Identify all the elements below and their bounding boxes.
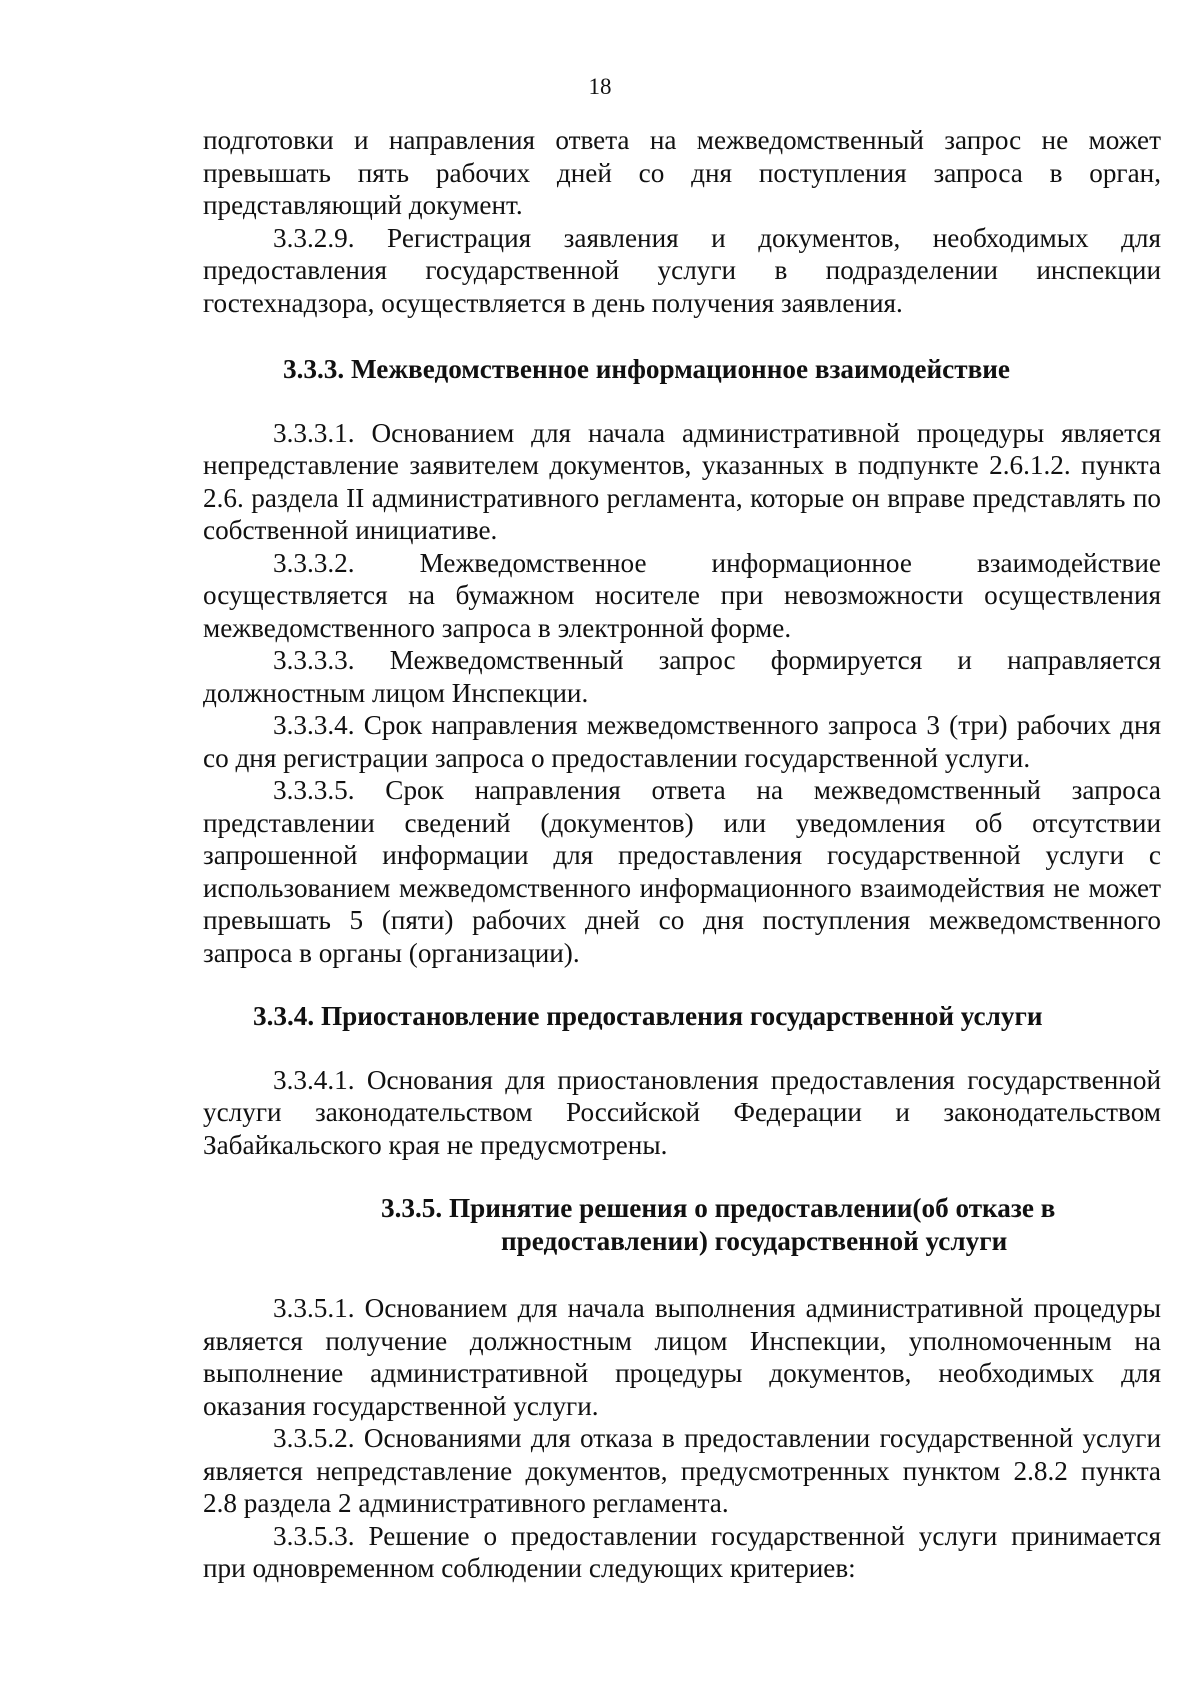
paragraph-3-3-2-9: 3.3.2.9. Регистрация заявления и документов, необходимых для предоставления государственной услуги в подразделении инспекции гостехнадзора, осуществляется в день получения заявления. <box>203 222 1161 318</box>
section-heading-3-3-5-line2: предоставлении) государственной услуги <box>501 1225 1008 1256</box>
paragraph-3-3-3-1: 3.3.3.1. Основанием для начала административной процедуры является непредставление заявителем документов, указанных в подпункте 2.6.1.2. пункта 2.6. раздела II административного регламента, которые он вправе представлять по собственной инициативе. <box>203 417 1161 545</box>
section-heading-3-3-3: 3.3.3. Межведомственное информационное взаимодействие <box>283 354 1010 384</box>
paragraph-3-3-5-2: 3.3.5.2. Основаниями для отказа в предоставлении государственной услуги является непредставление документов, предусмотренных пунктом 2.8.2 пункта 2.8 раздела 2 административного регламента. <box>203 1423 1161 1518</box>
document-body <box>203 124 1161 1585</box>
paragraph-3-3-3-2: 3.3.3.2. Межведомственное информационное взаимодействие осуществляется на бумажном носителе при невозможности осуществления межведомственного запроса в электронной форме. <box>203 547 1161 643</box>
paragraph-3-3-5-1: 3.3.5.1. Основанием для начала выполнения административной процедуры является получение должностным лицом Инспекции, уполномоченным на выполнение административной процедуры документов, необходимых для оказания государственной услуги. <box>203 1293 1161 1421</box>
section-heading-3-3-5-line1: 3.3.5. Принятие решения о предоставлении(об отказе в <box>381 1193 1056 1223</box>
page-number: 18 <box>588 74 612 99</box>
paragraph-3-3-3-5: 3.3.3.5. Срок направления ответа на межведомственный запроса представлении сведений (документов) или уведомления об отсутствии запрошенной информации для предоставления государственной услуги с использованием межведомственного информационного взаимодействия не может превышать 5 (пяти) рабочих дней со дня поступления межведомственного запроса в органы (организации). <box>203 775 1161 968</box>
paragraph-3-3-3-3: 3.3.3.3. Межведомственный запрос формируется и направляется должностным лицом Инспекции. <box>203 645 1161 708</box>
paragraph-continuation: подготовки и направления ответа на межведомственный запрос не может превышать пять рабочих дней со дня поступления запроса в орган, представляющий документ. <box>203 125 1161 220</box>
section-heading-3-3-4: 3.3.4. Приостановление предоставления государственной услуги <box>253 1001 1043 1031</box>
paragraph-3-3-4-1: 3.3.4.1. Основания для приостановления предоставления государственной услуги законодательством Российской Федерации и законодательством Забайкальского края не предусмотрены. <box>203 1064 1161 1160</box>
section-heading-3-3-5 <box>203 1192 1061 1257</box>
paragraph-3-3-3-4: 3.3.3.4. Срок направления межведомственного запроса 3 (три) рабочих дня со дня регистрации запроса о предоставлении государственной услуги. <box>203 710 1161 773</box>
paragraph-3-3-5-3: 3.3.5.3. Решение о предоставлении государственной услуги принимается при одновременном соблюдении следующих критериев: <box>203 1520 1161 1583</box>
